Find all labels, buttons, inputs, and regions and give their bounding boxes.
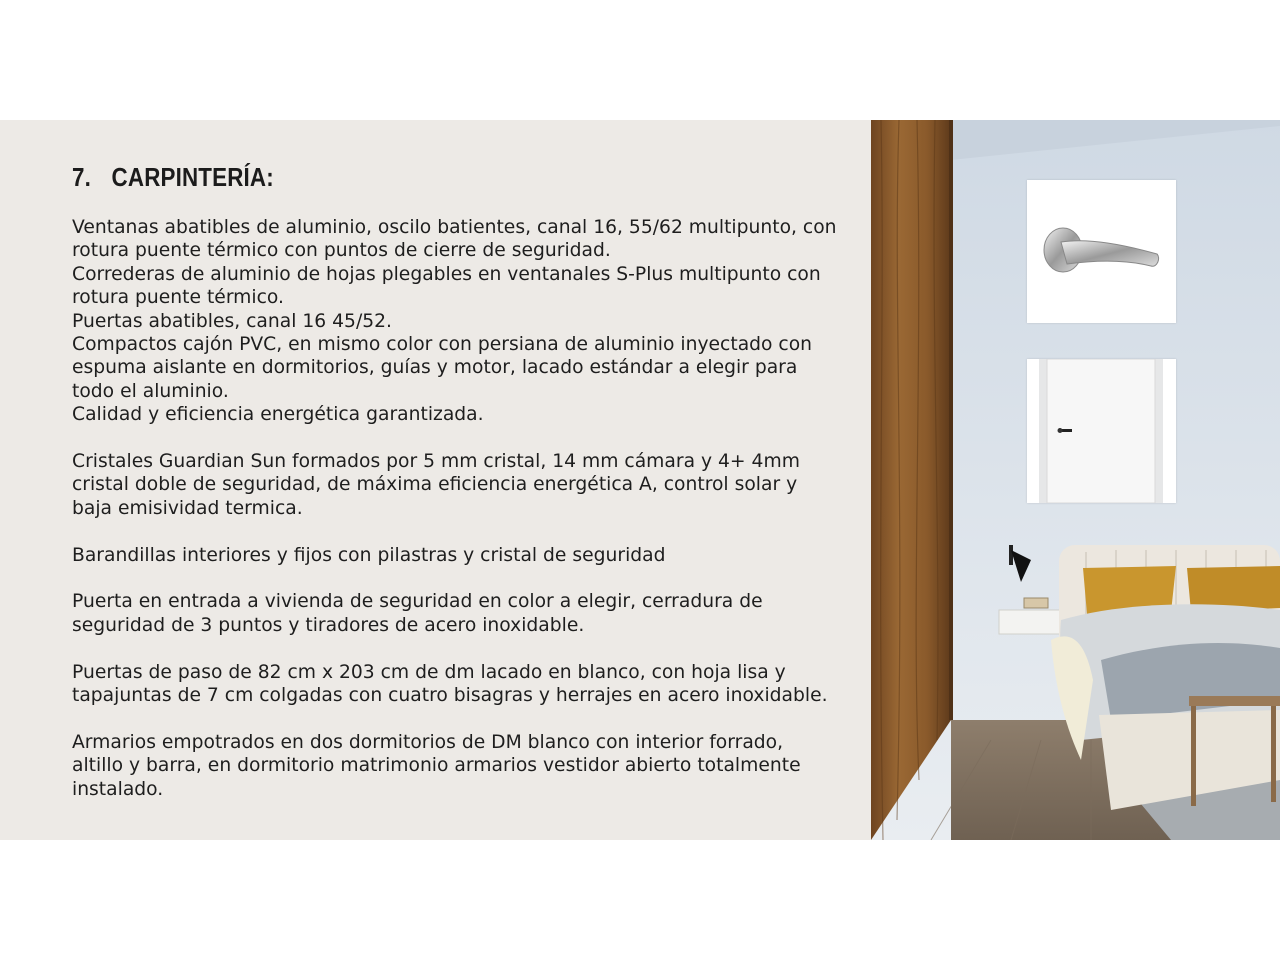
- text-line: Compactos cajón PVC, en mismo color con persiana de aluminio inyectado con: [72, 333, 813, 356]
- door-handle-image: [1027, 180, 1176, 323]
- text-line: Barandillas interiores y fijos con pilastras y cristal de seguridad: [72, 543, 666, 566]
- interior-door-image: [1027, 359, 1176, 503]
- paragraph: [72, 450, 860, 520]
- text-line: Puerta en entrada a vivienda de seguridad en color a elegir, cerradura de: [72, 590, 763, 613]
- specifications-text: [72, 216, 860, 824]
- paragraph: [72, 216, 860, 427]
- text-line: rotura puente térmico con puntos de cierre de seguridad.: [72, 239, 611, 262]
- paragraph: [72, 544, 860, 567]
- section-number: 7.: [72, 162, 92, 192]
- paragraph: [72, 731, 860, 801]
- paragraph: [72, 590, 860, 637]
- text-line: altillo y barra, en dormitorio matrimonio armarios vestidor abierto totalmente: [72, 754, 801, 777]
- text-line: Puertas abatibles, canal 16 45/52.: [72, 309, 393, 332]
- text-line: tapajuntas de 7 cm colgadas con cuatro bisagras y herrajes en acero inoxidable.: [72, 684, 828, 707]
- section-heading: [72, 162, 274, 193]
- text-line: baja emisividad termica.: [72, 496, 303, 519]
- text-line: espuma aislante en dormitorios, guías y motor, lacado estándar a elegir para: [72, 356, 798, 379]
- text-line: instalado.: [72, 777, 164, 800]
- paragraph: [72, 661, 860, 708]
- text-line: Ventanas abatibles de aluminio, oscilo batientes, canal 16, 55/62 multipunto, con: [72, 216, 837, 238]
- text-line: todo el aluminio.: [72, 379, 229, 402]
- section-title: CARPINTERÍA:: [111, 162, 274, 192]
- text-line: Correderas de aluminio de hojas plegables en ventanales S-Plus multipunto con: [72, 262, 821, 285]
- text-line: Cristales Guardian Sun formados por 5 mm cristal, 14 mm cámara y 4+ 4mm: [72, 450, 800, 473]
- text-line: Armarios empotrados en dos dormitorios de DM blanco con interior forrado,: [72, 730, 784, 753]
- text-line: cristal doble de seguridad, de máxima eficiencia energética A, control solar y: [72, 473, 798, 496]
- text-line: seguridad de 3 puntos y tiradores de acero inoxidable.: [72, 613, 585, 636]
- text-line: Calidad y eficiencia energética garantizada.: [72, 403, 484, 426]
- text-line: rotura puente térmico.: [72, 286, 284, 309]
- text-line: Puertas de paso de 82 cm x 203 cm de dm lacado en blanco, con hoja lisa y: [72, 660, 786, 683]
